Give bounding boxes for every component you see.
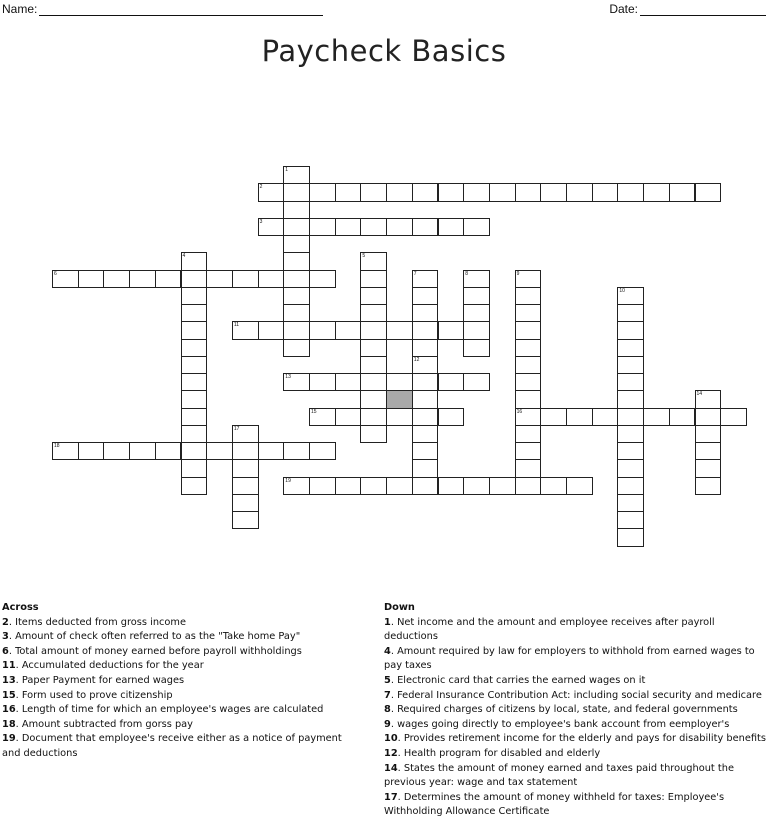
grid-cell[interactable] (515, 270, 542, 288)
cell-number: 4 (182, 253, 186, 260)
grid-cell[interactable] (617, 511, 644, 529)
grid-cell[interactable] (232, 442, 259, 460)
grid-cell[interactable] (412, 339, 439, 357)
grid-cell[interactable] (515, 390, 542, 408)
grid-cell[interactable] (617, 356, 644, 374)
grid-cell[interactable] (335, 408, 362, 426)
grid-cell[interactable] (617, 459, 644, 477)
grid-cell[interactable] (617, 373, 644, 391)
grid-cell[interactable] (232, 270, 259, 288)
grid-cell[interactable] (463, 339, 490, 357)
across-clue-2: 2. Items deducted from gross income (2, 616, 186, 628)
grid-cell[interactable] (617, 442, 644, 460)
grid-cell[interactable] (695, 183, 722, 201)
grid-cell[interactable] (412, 442, 439, 460)
grid-cell[interactable] (463, 287, 490, 305)
grid-cell[interactable] (412, 459, 439, 477)
cell-number: 17 (233, 425, 240, 432)
cell-number: 5 (362, 253, 366, 260)
cell-number: 11 (233, 322, 240, 329)
grid-cell[interactable] (181, 304, 208, 322)
cell-number: 15 (311, 408, 317, 415)
grid-cell[interactable] (515, 287, 542, 305)
grid-cell[interactable] (463, 373, 490, 391)
clue-text: Total amount of money earned before payroll withholdings (15, 645, 302, 657)
grid-cell[interactable] (360, 425, 387, 443)
grid-cell[interactable] (566, 477, 593, 495)
grid-cell[interactable] (515, 459, 542, 477)
grid-cell[interactable] (540, 477, 567, 495)
grid-cell[interactable] (617, 321, 644, 339)
grid-cell[interactable] (283, 304, 310, 322)
down-clue-7: 7. Federal Insurance Contribution Act: including social security and medicare (384, 689, 762, 701)
grid-cell[interactable] (78, 442, 105, 460)
grid-cell[interactable] (258, 270, 285, 288)
grid-cell[interactable] (181, 459, 208, 477)
clue-text: Net income and the amount and employee receives after payroll deductions (384, 616, 715, 643)
clue-text: wages going directly to employee's bank account from eemployer's (397, 718, 730, 730)
grid-cell[interactable] (617, 304, 644, 322)
grid-cell[interactable] (438, 321, 465, 339)
clue-number: 19 (2, 733, 16, 745)
clue-text: States the amount of money earned and taxes paid throughout the previous year: wage and tax statement (384, 762, 734, 789)
grid-cell[interactable] (181, 339, 208, 357)
grid-cell[interactable] (283, 287, 310, 305)
grid-cell[interactable] (309, 183, 336, 201)
across-clue-6: 6. Total amount of money earned before payroll withholdings (2, 645, 302, 657)
grid-cell[interactable] (695, 408, 722, 426)
grid-cell[interactable] (438, 218, 465, 236)
grid-cell[interactable] (515, 425, 542, 443)
grid-cell[interactable] (232, 477, 259, 495)
clue-text: Items deducted from gross income (15, 616, 186, 628)
grid-cell[interactable] (540, 408, 567, 426)
clue-text: Health program for disabled and elderly (403, 747, 601, 759)
grid-cell[interactable] (155, 442, 182, 460)
grid-cell[interactable] (283, 252, 310, 270)
grid-cell[interactable] (463, 304, 490, 322)
grid-cell[interactable] (617, 339, 644, 357)
clue-number: 2 (2, 616, 9, 628)
grid-cell[interactable] (412, 477, 439, 495)
clue-number: 1 (384, 616, 391, 628)
cell-number: 14 (696, 391, 703, 398)
grid-cell[interactable] (386, 373, 413, 391)
down-clue-5: 5. Electronic card that carries the earned wages on it (384, 674, 646, 686)
grid-cell[interactable] (592, 183, 619, 201)
clue-number: 5 (384, 674, 391, 686)
grid-cell[interactable] (283, 442, 310, 460)
grid-cell[interactable] (669, 183, 696, 201)
grid-cell[interactable] (181, 356, 208, 374)
grid-cell[interactable] (566, 408, 593, 426)
clue-number: 12 (384, 747, 398, 759)
shaded-cell (386, 390, 413, 408)
grid-cell[interactable] (181, 287, 208, 305)
grid-cell[interactable] (515, 356, 542, 374)
grid-cell[interactable] (386, 477, 413, 495)
clue-text: Amount subtracted from gorss pay (21, 718, 193, 730)
grid-cell[interactable] (386, 321, 413, 339)
cell-number: 12 (413, 356, 420, 363)
down-clue-1: 1. Net income and the amount and employee receives after payroll deductions (384, 616, 715, 643)
clue-number: 3 (2, 631, 9, 643)
down-heading: Down (384, 602, 415, 613)
clue-text: Form used to prove citizenship (21, 689, 173, 701)
grid-cell[interactable] (386, 183, 413, 201)
grid-cell[interactable] (669, 408, 696, 426)
grid-cell[interactable] (52, 442, 79, 460)
grid-cell[interactable] (283, 201, 310, 219)
grid-cell[interactable] (592, 408, 619, 426)
grid-cell[interactable] (489, 183, 516, 201)
grid-cell[interactable] (438, 183, 465, 201)
grid-cell[interactable] (181, 252, 208, 270)
grid-cell[interactable] (181, 425, 208, 443)
clue-number: 15 (2, 689, 16, 701)
grid-cell[interactable] (283, 183, 310, 201)
name-label: Name: (2, 2, 38, 16)
grid-cell[interactable] (232, 425, 259, 443)
grid-cell[interactable] (232, 494, 259, 512)
grid-cell[interactable] (283, 218, 310, 236)
grid-cell[interactable] (283, 321, 310, 339)
clue-text: Required charges of citizens by local, state, and federal governments (397, 704, 738, 716)
grid-cell[interactable] (283, 339, 310, 357)
grid-cell[interactable] (463, 270, 490, 288)
grid-cell[interactable] (155, 270, 182, 288)
date-label: Date: (609, 2, 638, 16)
down-clue-list (384, 616, 766, 820)
grid-cell[interactable] (695, 459, 722, 477)
clue-number: 16 (2, 704, 16, 716)
clue-text: Length of time for which an employee's wages are calculated (21, 704, 324, 716)
grid-cell[interactable] (412, 373, 439, 391)
grid-cell[interactable] (515, 477, 542, 495)
grid-cell[interactable] (360, 270, 387, 288)
grid-cell[interactable] (181, 408, 208, 426)
clue-number: 11 (2, 660, 16, 672)
grid-cell[interactable] (515, 339, 542, 357)
grid-cell[interactable] (360, 408, 387, 426)
grid-cell[interactable] (386, 218, 413, 236)
grid-cell[interactable] (52, 270, 79, 288)
grid-cell[interactable] (181, 270, 208, 288)
grid-cell[interactable] (412, 356, 439, 374)
grid-cell[interactable] (360, 321, 387, 339)
grid-cell[interactable] (695, 425, 722, 443)
clue-number: 9 (384, 718, 391, 730)
across-clue-11: 11. Accumulated deductions for the year (2, 660, 204, 672)
grid-cell[interactable] (515, 373, 542, 391)
grid-cell[interactable] (360, 252, 387, 270)
down-clues (384, 601, 766, 820)
clue-text: Paper Payment for earned wages (21, 674, 185, 686)
clue-text: Determines the amount of money withheld for taxes: Employee's Withholding Allowance Certificate (384, 791, 725, 818)
cell-number: 7 (413, 270, 417, 277)
grid-cell[interactable] (206, 442, 233, 460)
grid-cell[interactable] (283, 270, 310, 288)
grid-cell[interactable] (258, 321, 285, 339)
cell-number: 8 (465, 270, 468, 277)
grid-cell[interactable] (617, 287, 644, 305)
down-clue-10: 10. Provides retirement income for the elderly and pays for disability benefits (384, 733, 766, 745)
across-clue-16: 16. Length of time for which an employee's wages are calculated (2, 704, 324, 716)
grid-cell[interactable] (695, 442, 722, 460)
grid-cell[interactable] (412, 321, 439, 339)
clue-number: 6 (2, 645, 9, 657)
clue-number: 13 (2, 674, 16, 686)
grid-cell[interactable] (232, 321, 259, 339)
grid-cell[interactable] (617, 477, 644, 495)
grid-cell[interactable] (309, 218, 336, 236)
grid-cell[interactable] (515, 304, 542, 322)
grid-cell[interactable] (617, 425, 644, 443)
grid-cell[interactable] (412, 218, 439, 236)
clue-number: 10 (384, 733, 398, 745)
grid-cell[interactable] (78, 270, 105, 288)
page-title: Paycheck Basics (261, 34, 507, 68)
grid-cell[interactable] (360, 218, 387, 236)
grid-cell[interactable] (438, 373, 465, 391)
grid-cell[interactable] (438, 408, 465, 426)
cell-number: 10 (619, 287, 625, 294)
clue-number: 4 (384, 645, 391, 657)
clue-text: Provides retirement income for the elderly and pays for disability benefits (403, 733, 766, 745)
grid-cell[interactable] (360, 183, 387, 201)
down-clue-9: 9. wages going directly to employee's bank account from eemployer's (384, 718, 730, 730)
cell-number: 2 (259, 184, 263, 191)
grid-cell[interactable] (181, 321, 208, 339)
grid-cell[interactable] (360, 390, 387, 408)
grid-cell[interactable] (258, 442, 285, 460)
grid-cell[interactable] (129, 442, 156, 460)
grid-cell[interactable] (412, 425, 439, 443)
cell-number: 3 (259, 218, 263, 225)
grid-cell[interactable] (489, 477, 516, 495)
clue-text: Accumulated deductions for the year (21, 660, 204, 672)
grid-cell[interactable] (360, 373, 387, 391)
clue-text: Document that employee's receive either as a notice of payment and deductions (2, 733, 342, 759)
clue-number: 14 (384, 762, 398, 774)
cell-number: 13 (285, 374, 291, 380)
grid-cell[interactable] (309, 477, 336, 495)
across-clue-18: 18. Amount subtracted from gorss pay (2, 718, 193, 730)
grid-cell[interactable] (360, 287, 387, 305)
grid-cell[interactable] (412, 270, 439, 288)
grid-cell[interactable] (463, 218, 490, 236)
grid-cell[interactable] (258, 183, 285, 201)
cell-number: 6 (54, 270, 57, 277)
grid-cell[interactable] (181, 373, 208, 391)
grid-cell[interactable] (103, 270, 130, 288)
clue-number: 18 (2, 718, 16, 730)
clue-number: 7 (384, 689, 391, 701)
grid-cell[interactable] (412, 408, 439, 426)
down-clue-17: 17. Determines the amount of money withheld for taxes: Employee's Withholding Allowance Certificate (384, 791, 725, 818)
grid-cell[interactable] (181, 477, 208, 495)
grid-cell[interactable] (360, 339, 387, 357)
grid-cell[interactable] (412, 304, 439, 322)
across-clue-19: 19. Document that employee's receive either as a notice of payment and deductions (2, 733, 342, 759)
grid-cell[interactable] (412, 183, 439, 201)
grid-cell[interactable] (360, 304, 387, 322)
grid-cell[interactable] (283, 235, 310, 253)
grid-cell[interactable] (617, 183, 644, 201)
grid-cell[interactable] (309, 408, 336, 426)
grid-cell[interactable] (181, 442, 208, 460)
cell-number: 16 (516, 408, 523, 415)
grid-cell[interactable] (566, 183, 593, 201)
across-clues (2, 601, 362, 762)
grid-cell[interactable] (283, 166, 310, 184)
across-clue-list (2, 616, 362, 762)
grid-cell[interactable] (309, 442, 336, 460)
grid-cell[interactable] (617, 408, 644, 426)
cell-number: 9 (516, 270, 520, 277)
grid-cell[interactable] (438, 477, 465, 495)
grid-cell[interactable] (515, 408, 542, 426)
grid-cell[interactable] (335, 218, 362, 236)
grid-cell[interactable] (463, 321, 490, 339)
clue-text: Amount of check often referred to as the "Take home Pay" (15, 631, 301, 643)
grid-cell[interactable] (386, 408, 413, 426)
cell-number: 18 (54, 443, 60, 449)
grid-cell[interactable] (206, 270, 233, 288)
clue-number: 8 (384, 704, 391, 716)
clue-text: Electronic card that carries the earned wages on it (397, 674, 646, 686)
grid-cell[interactable] (335, 183, 362, 201)
grid-cell[interactable] (617, 494, 644, 512)
down-clue-12: 12. Health program for disabled and elderly (384, 747, 601, 759)
grid-cell[interactable] (335, 373, 362, 391)
clue-text: Federal Insurance Contribution Act: including social security and medicare (397, 689, 762, 701)
clue-text: Amount required by law for employers to withhold from earned wages to pay taxes (384, 645, 755, 672)
grid-cell[interactable] (643, 183, 670, 201)
grid-cell[interactable] (360, 477, 387, 495)
across-clue-3: 3. Amount of check often referred to as the "Take home Pay" (2, 631, 301, 643)
grid-cell[interactable] (617, 390, 644, 408)
grid-cell[interactable] (232, 511, 259, 529)
grid-cell[interactable] (129, 270, 156, 288)
grid-cell[interactable] (412, 390, 439, 408)
grid-cell[interactable] (720, 408, 747, 426)
grid-cell[interactable] (283, 477, 310, 495)
grid-cell[interactable] (463, 183, 490, 201)
grid-cell[interactable] (643, 408, 670, 426)
across-heading: Across (2, 602, 39, 613)
grid-cell[interactable] (360, 356, 387, 374)
grid-cell[interactable] (515, 442, 542, 460)
grid-cell[interactable] (617, 528, 644, 546)
grid-cell[interactable] (309, 373, 336, 391)
down-clue-8: 8. Required charges of citizens by local, state, and federal governments (384, 704, 738, 716)
grid-cell[interactable] (695, 390, 722, 408)
grid-cell[interactable] (335, 321, 362, 339)
grid-cell[interactable] (181, 390, 208, 408)
grid-cell[interactable] (309, 321, 336, 339)
grid-cell[interactable] (695, 477, 722, 495)
clue-number: 17 (384, 791, 398, 803)
grid-cell[interactable] (309, 270, 336, 288)
grid-cell[interactable] (283, 373, 310, 391)
grid-cell[interactable] (463, 477, 490, 495)
cell-number: 1 (285, 167, 289, 173)
grid-cell[interactable] (335, 477, 362, 495)
grid-cell[interactable] (412, 287, 439, 305)
across-clue-15: 15. Form used to prove citizenship (2, 689, 173, 701)
grid-cell[interactable] (232, 459, 259, 477)
grid-cell[interactable] (258, 218, 285, 236)
across-clue-13: 13. Paper Payment for earned wages (2, 674, 185, 686)
cell-number: 19 (285, 477, 291, 484)
grid-cell[interactable] (515, 183, 542, 201)
grid-cell[interactable] (103, 442, 130, 460)
grid-cell[interactable] (515, 321, 542, 339)
down-clue-14: 14. States the amount of money earned and taxes paid throughout the previous year: wage and tax statement (384, 762, 734, 789)
grid-cell[interactable] (540, 183, 567, 201)
down-clue-4: 4. Amount required by law for employers to withhold from earned wages to pay taxes (384, 645, 755, 672)
